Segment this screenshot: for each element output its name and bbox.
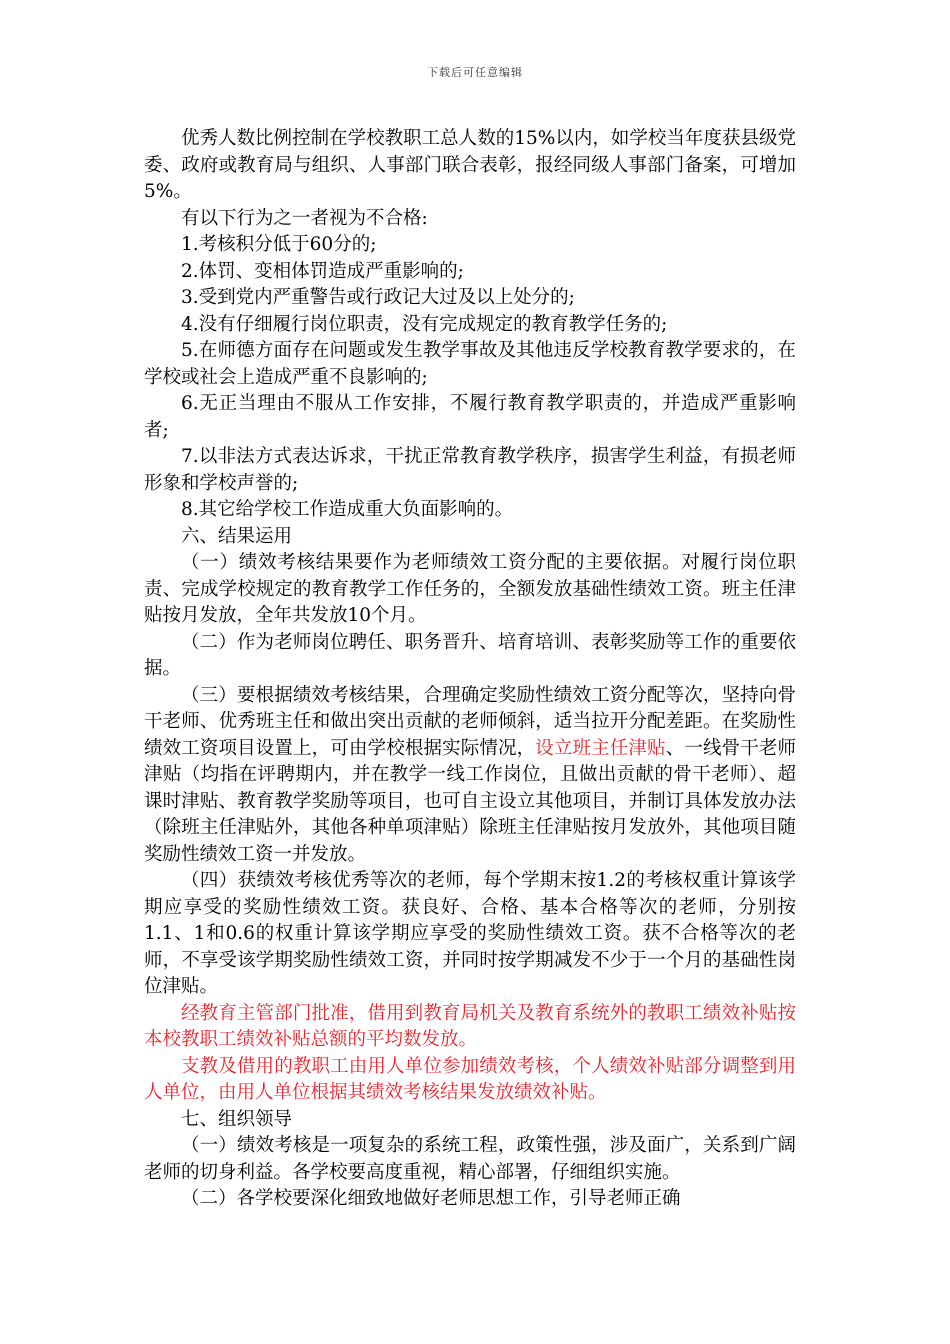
highlighted-paragraph-support-teaching: 支教及借用的教职工由用人单位参加绩效考核，个人绩效补贴部分调整到用人单位，由用人单位根据其绩效考核结果发放绩效补贴。 [144, 1055, 796, 1103]
paragraph-excellent-ratio: 优秀人数比例控制在学校教职工总人数的15%以内，如学校当年度获县级党委、政府或教育局与组织、人事部门联合表彰，报经同级人事部门备案，可增加5%。 [144, 128, 796, 202]
results-paragraph-3-part-a: （三）要根据绩效考核结果，合理确定奖励性绩效工资分配等次，坚持向骨干老师、优秀班主任和做出突出贡献的老师倾斜，适当拉开分配差距。在奖励性绩效工资项目设置上，可由学校根据实际情况， [144, 684, 796, 759]
document-body [144, 126, 796, 1213]
leadership-paragraph-1: （一）绩效考核是一项复杂的系统工程，政策性强，涉及面广，关系到广阔老师的切身利益。各学校要高度重视，精心部署，仔细组织实施。 [144, 1135, 796, 1183]
results-paragraph-3 [144, 683, 796, 869]
section-heading-results: 六、结果运用 [181, 525, 293, 547]
list-item-2: 2.体罚、变相体罚造成严重影响的; [181, 260, 464, 282]
list-item-6: 6.无正当理由不服从工作安排，不履行教育教学职责的，并造成严重影响者; [144, 393, 796, 441]
highlighted-phrase: 设立班主任津贴 [535, 737, 666, 759]
leadership-paragraph-2: （二）各学校要深化细致地做好老师思想工作，引导老师正确 [181, 1188, 681, 1209]
list-item-3: 3.受到党内严重警告或行政记大过及以上处分的; [181, 287, 575, 308]
list-item-8: 8.其它给学校工作造成重大负面影响的。 [181, 499, 514, 520]
results-paragraph-1: （一）绩效考核结果要作为老师绩效工资分配的主要依据。对履行岗位职责、完成学校规定的教育教学工作任务的，全额发放基础性绩效工资。班主任津贴按月发放，全年共发放10个月。 [144, 552, 796, 626]
list-item-7: 7.以非法方式表达诉求，干扰正常教育教学秩序，损害学生利益，有损老师形象和学校声誉的; [144, 446, 796, 494]
list-item-5: 5.在师德方面存在问题或发生教学事故及其他违反学校教育教学要求的，在学校或社会上造成严重不良影响的; [144, 340, 796, 388]
results-paragraph-3-part-b: 、一线骨干老师津贴（均指在评聘期内，并在教学一线工作岗位，且做出贡献的骨干老师）、超课时津贴、教育教学奖励等项目，也可自主设立其他项目，并制订具体发放办法（除班主任津贴外，其他各种单项津贴）除班主任津贴按月发放外，其他项目随奖励性绩效工资一并发放。 [144, 737, 796, 865]
list-item-1: 1.考核积分低于60分的; [181, 234, 377, 255]
highlighted-paragraph-borrowed-staff: 经教育主管部门批准，借用到教育局机关及教育系统外的教职工绩效补贴按本校教职工绩效补贴总额的平均数发放。 [144, 1002, 796, 1050]
results-paragraph-4: （四）获绩效考核优秀等次的老师，每个学期末按1.2的考核权重计算该学期应享受的奖励性绩效工资。获良好、合格、基本合格等次的老师，分别按1.1、1和0.6的权重计算该学期应享受的奖励性绩效工资。获不合格等次的老师，不享受该学期奖励性绩效工资，并同时按学期减发不少于一个月的基础性岗位津贴。 [144, 870, 796, 997]
page-header: 下载后可任意编辑 [427, 66, 523, 79]
section-heading-leadership: 七、组织领导 [181, 1108, 293, 1130]
list-item-4: 4.没有仔细履行岗位职责，没有完成规定的教育教学任务的; [181, 313, 668, 335]
paragraph-unqualified-intro: 有以下行为之一者视为不合格: [181, 207, 428, 229]
results-paragraph-2: （二）作为老师岗位聘任、职务晋升、培育培训、表彰奖励等工作的重要依据。 [144, 631, 796, 679]
